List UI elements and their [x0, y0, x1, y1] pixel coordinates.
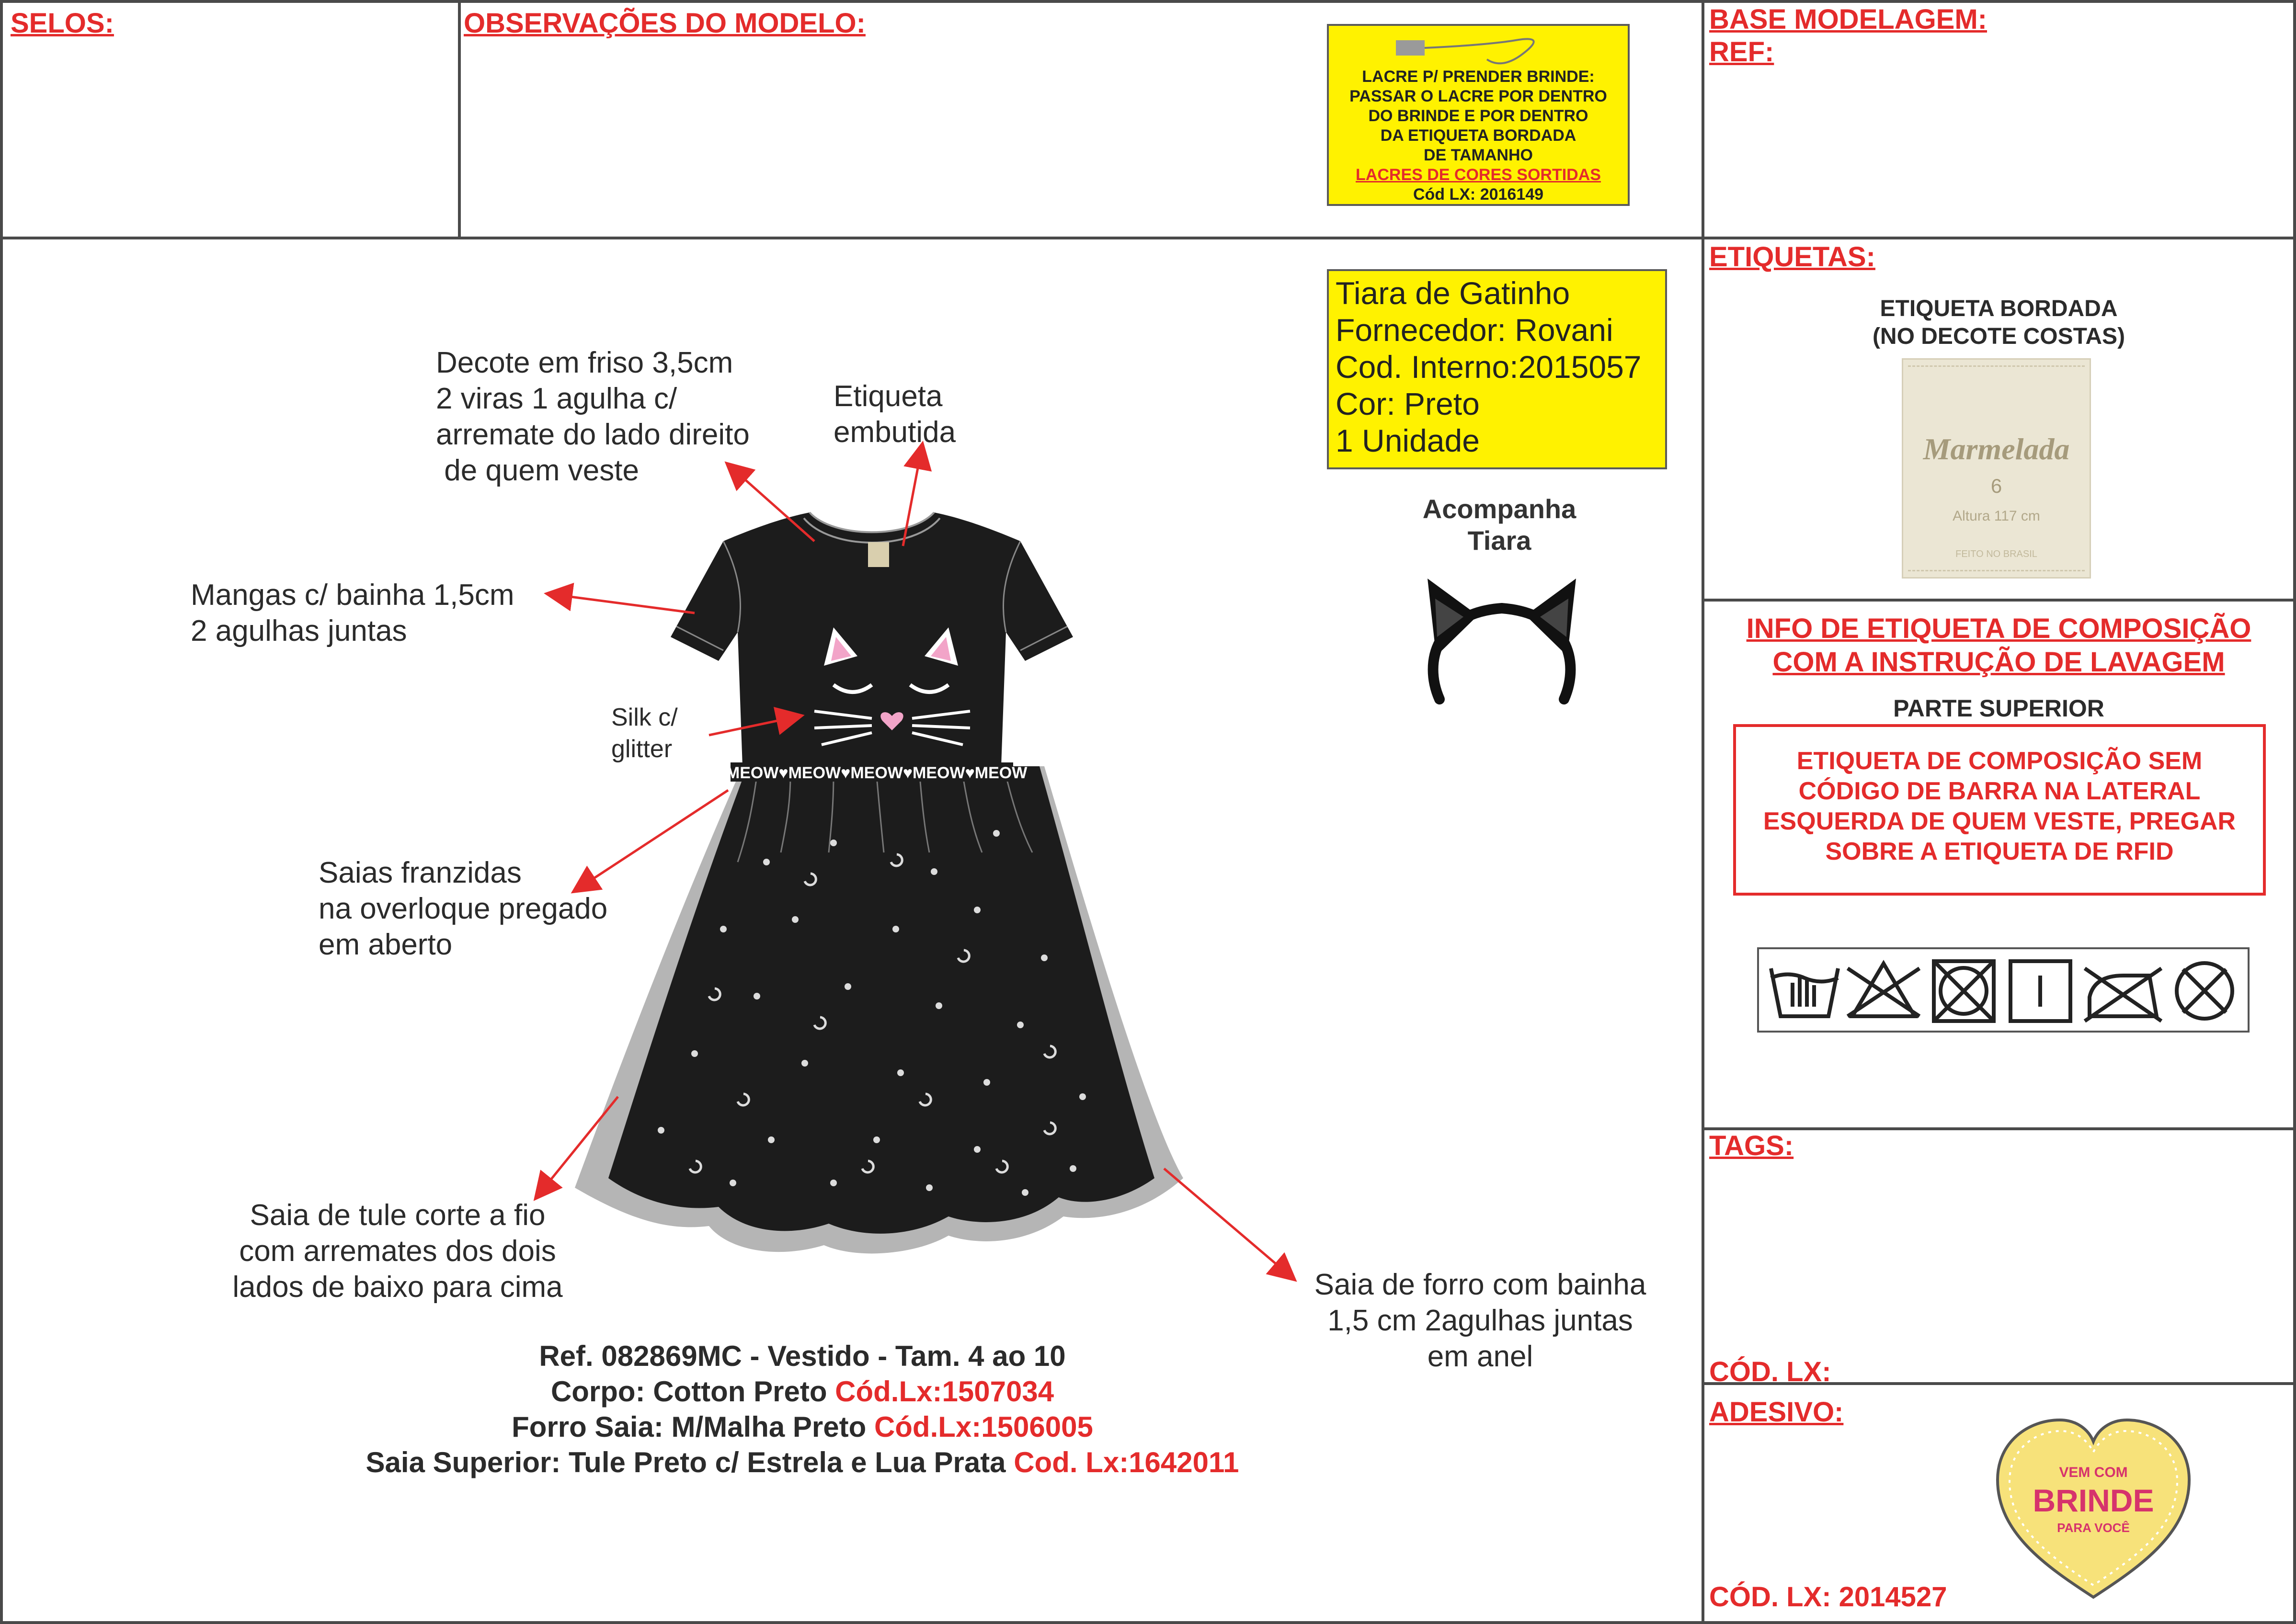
info-header-line2: COM A INSTRUÇÃO DE LAVAGEM: [1772, 647, 2225, 678]
arrow-mangas: [548, 594, 695, 613]
ref-header: REF:: [1709, 36, 1774, 68]
etiqueta-bordada-title: [1705, 295, 2292, 351]
spec-forro-code: Cód.Lx:1506005: [874, 1411, 1093, 1443]
tiara-line-3: Cod. Interno:2015057: [1336, 349, 1642, 385]
woven-label-image: [1902, 358, 2091, 579]
woven-label-made-in: FEITO NO BRASIL: [1955, 549, 2037, 559]
arrow-forro: [1164, 1169, 1293, 1279]
saias-line-3: em aberto: [319, 928, 453, 961]
cod-lx-adesivo: CÓD. LX: 2014527: [1709, 1581, 1947, 1613]
no-dry-clean-icon: [2177, 963, 2232, 1019]
mangas-line-1: Mangas c/ bainha 1,5cm: [191, 579, 514, 612]
saias-note: [319, 855, 607, 963]
saias-line-1: Saias franzidas: [319, 856, 522, 889]
care-symbols-strip: [1757, 947, 2250, 1033]
silk-note: [611, 702, 678, 765]
hand-wash-icon: [1771, 968, 1838, 1016]
spec-ref-line: Ref. 082869MC - Vestido - Tam. 4 ao 10: [539, 1340, 1066, 1372]
lacre-line-2: PASSAR O LACRE POR DENTRO: [1349, 87, 1607, 105]
decote-note: [436, 345, 750, 488]
sticker-line-3: PARA VOCÊ: [2057, 1521, 2130, 1535]
etiqueta-title-1: ETIQUETA BORDADA: [1880, 296, 2118, 321]
line-dry-icon: [2010, 961, 2070, 1021]
cod-lx-tags: CÓD. LX:: [1709, 1356, 1831, 1387]
lacre-line-1: LACRE P/ PRENDER BRINDE:: [1362, 68, 1595, 86]
meow-print-text: ♥MEOW♥MEOW♥MEOW♥MEOW♥MEOW: [716, 764, 1028, 782]
woven-label-size: 6: [1990, 475, 2002, 497]
tiara-line-1: Tiara de Gatinho: [1336, 275, 1570, 311]
forro-line-2: 1,5 cm 2agulhas juntas: [1327, 1304, 1633, 1337]
woven-label-height: Altura 117 cm: [1953, 508, 2040, 524]
lacre-code: Cód LX: 2016149: [1413, 185, 1544, 204]
lacre-line-4: DA ETIQUETA BORDADA: [1380, 126, 1576, 145]
forro-line-1: Saia de forro com bainha: [1314, 1268, 1646, 1301]
decote-line-1: Decote em friso 3,5cm: [436, 346, 733, 379]
arrow-tule: [537, 1097, 618, 1197]
mangas-line-2: 2 agulhas juntas: [191, 614, 407, 647]
composicao-instruction-box: [1733, 724, 2266, 896]
tags-header: TAGS:: [1709, 1130, 1794, 1161]
woven-label-brand: Marmelada: [1923, 432, 2070, 466]
spec-saia-line: [335, 1445, 1269, 1480]
composicao-line-4: SOBRE A ETIQUETA DE RFID: [1825, 838, 2174, 865]
lacre-line-3: DO BRINDE E POR DENTRO: [1368, 107, 1588, 125]
base-modelagem-cell: [1702, 0, 2296, 239]
spec-corpo-code: Cód.Lx:1507034: [835, 1375, 1054, 1408]
decote-line-4: de quem veste: [436, 454, 639, 487]
no-iron-icon: [2085, 968, 2161, 1021]
lacre-red-line: LACRES DE CORES SORTIDAS: [1356, 166, 1601, 184]
etiqueta-line-1: Etiqueta: [834, 380, 943, 413]
mangas-note: [191, 577, 514, 649]
silk-line-1: Silk c/: [611, 704, 678, 731]
acompanha-line-2: Tiara: [1467, 525, 1531, 556]
observacoes-header: OBSERVAÇÕES DO MODELO:: [464, 8, 866, 39]
forro-note: [1293, 1267, 1667, 1374]
lacre-line-5: DE TAMANHO: [1424, 146, 1533, 164]
arrow-silk: [709, 716, 800, 735]
tule-line-3: lados de baixo para cima: [232, 1271, 563, 1304]
etiqueta-embutida-note: [834, 378, 956, 450]
composicao-line-1: ETIQUETA DE COMPOSIÇÃO SEM: [1796, 747, 2203, 775]
spec-forro-label: Forro Saia: M/Malha Preto: [512, 1411, 874, 1443]
spec-saia-label: Saia Superior: Tule Preto c/ Estrela e Lua Prata: [366, 1446, 1014, 1478]
forro-line-3: em anel: [1427, 1340, 1533, 1373]
etiqueta-title-2: (NO DECOTE COSTAS): [1872, 324, 2125, 349]
info-composicao-header: [1705, 612, 2292, 679]
parte-superior-label: PARTE SUPERIOR: [1893, 695, 2104, 722]
tiara-line-4: Cor: Preto: [1336, 386, 1480, 421]
tule-line-1: Saia de tule corte a fio: [250, 1199, 546, 1232]
acompanha-line-1: Acompanha: [1422, 494, 1576, 524]
silk-line-2: glitter: [611, 735, 673, 763]
decote-line-2: 2 viras 1 agulha c/: [436, 382, 677, 415]
etiquetas-header: ETIQUETAS:: [1709, 241, 1875, 273]
no-bleach-icon: [1848, 964, 1919, 1016]
spec-corpo-line: [335, 1374, 1269, 1409]
spec-corpo-label: Corpo: Cotton Preto: [550, 1375, 835, 1408]
sticker-line-2: BRINDE: [2033, 1483, 2154, 1518]
tags-cell: [1702, 1127, 2296, 1385]
spec-saia-code: Cod. Lx:1642011: [1014, 1446, 1239, 1478]
saias-line-2: na overloque pregado: [319, 892, 608, 925]
product-spec-block: [335, 1339, 1269, 1480]
base-modelagem-header: BASE MODELAGEM:: [1709, 4, 1987, 35]
arrow-etiqueta: [903, 445, 922, 546]
info-header-line1: INFO DE ETIQUETA DE COMPOSIÇÃO: [1746, 613, 2251, 644]
tule-line-2: com arremates dos dois: [239, 1235, 556, 1268]
adesivo-header: ADESIVO:: [1709, 1397, 1844, 1428]
composicao-line-3: ESQUERDA DE QUEM VESTE, PREGAR: [1763, 807, 2236, 835]
tiara-line-5: 1 Unidade: [1336, 423, 1480, 458]
tiara-line-2: Fornecedor: Rovani: [1336, 312, 1613, 348]
brinde-sticker: [1988, 1413, 2199, 1604]
composicao-line-2: CÓDIGO DE BARRA NA LATERAL: [1798, 777, 2201, 805]
tule-note: [182, 1197, 613, 1305]
sticker-line-1: VEM COM: [2059, 1465, 2128, 1480]
spec-forro-line: [335, 1409, 1269, 1445]
decote-line-3: arremate do lado direito: [436, 418, 750, 451]
selos-header: SELOS:: [11, 8, 114, 39]
etiqueta-line-2: embutida: [834, 416, 956, 449]
no-tumble-dry-icon: [1934, 961, 1994, 1021]
